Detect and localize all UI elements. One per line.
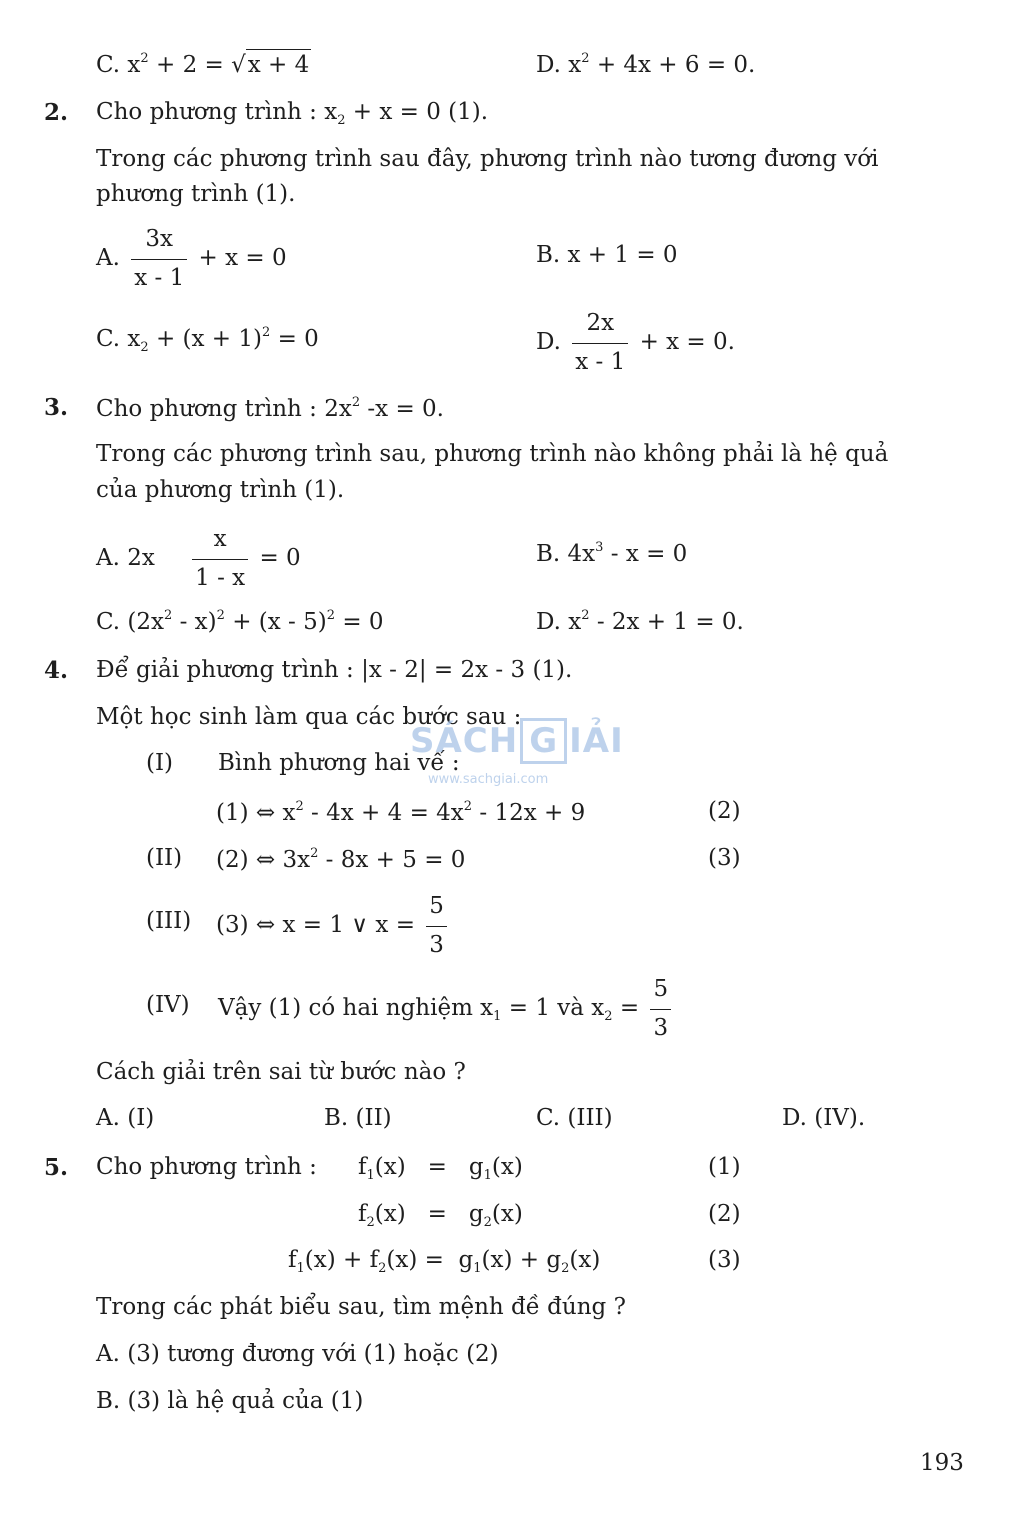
option-d: D. $\frac{2x}{x - 1}$ + x = 0. — [536, 310, 735, 375]
step-label: (III) — [146, 908, 192, 934]
option-a: A. $\frac{3x}{x - 1}$ + x = 0 — [96, 226, 287, 291]
equation-tag: (3) — [708, 1247, 741, 1273]
option-b: B. x + 1 = 0 — [536, 242, 678, 268]
question-body: Một học sinh làm qua các bước sau : — [96, 704, 522, 730]
equation-line: $f_1(x)$ = $g_1(x)$ — [358, 1154, 523, 1183]
question-number: 5. — [44, 1154, 69, 1181]
question-body: Cách giải trên sai từ bước nào ? — [96, 1059, 466, 1085]
option-a: A. 2x $\frac{x}{1 - x}$ = 0 — [96, 526, 301, 591]
option-c-top: C. $x^2 + 2 = √x + 4$ — [96, 51, 310, 78]
sqrt-symbol: √ — [231, 52, 246, 78]
fraction: $\frac{2x}{x - 1}$ — [572, 310, 628, 376]
equation-tag: (3) — [708, 845, 741, 871]
question-number: 3. — [44, 394, 69, 421]
option-b: B. (3) là hệ quả của (1) — [96, 1388, 364, 1414]
question-body: phương trình (1). — [96, 181, 296, 207]
option-b: B. $4x^3 - x = 0$ — [536, 540, 688, 567]
option-c: C. $x_2 + (x + 1)^2 = 0$ — [96, 325, 319, 355]
option-d: D. (IV). — [782, 1105, 866, 1131]
equation-line: $f_2(x)$ = $g_2(x)$ — [358, 1201, 523, 1230]
question-body: Trong các phương trình sau, phương trình nào không phải là hệ quả — [96, 441, 889, 467]
option-d-top: D. $x^2 + 4x + 6 = 0$. — [536, 51, 756, 78]
page-number: 193 — [920, 1450, 964, 1476]
watermark-logo: SÁCH G IẢI www.sachgiai.com — [410, 718, 624, 787]
fraction: $\frac{x}{1 - x}$ — [192, 526, 248, 592]
equation-tag: (1) — [708, 1154, 741, 1180]
option-b: B. (II) — [324, 1105, 392, 1131]
option-c: C. $(2x^2 - x)^2 + (x - 5)^2 = 0$ — [96, 608, 384, 635]
fraction: $\frac{3x}{x - 1}$ — [131, 226, 187, 292]
option-a: A. (3) tương đương với (1) hoặc (2) — [96, 1341, 499, 1367]
question-stem: Để giải phương trình : |x - 2| = 2x - 3 (1). — [96, 657, 573, 683]
option-d: D. $x^2 - 2x + 1 = 0$. — [536, 608, 744, 635]
option-c: C. (III) — [536, 1105, 613, 1131]
step-label: (IV) — [146, 992, 190, 1018]
step-label: (I) — [146, 750, 174, 776]
step-text: Vậy (1) có hai nghiệm $x_1 = 1$ và $x_2$ = $\frac{5}{3}$ — [218, 976, 675, 1042]
option-a: A. (I) — [96, 1105, 155, 1131]
step-equation: (3) ⇔ x = 1 ∨ x = $\frac{5}{3}$ — [216, 893, 451, 959]
question-stem: Cho phương trình : $x_2 + x = 0$ (1). — [96, 99, 489, 128]
equation-tag: (2) — [708, 1201, 741, 1227]
question-body: Trong các phát biểu sau, tìm mệnh đề đúng ? — [96, 1294, 626, 1320]
fraction: $\frac{5}{3}$ — [426, 893, 447, 959]
question-stem: Cho phương trình : $2x^2$ -x = 0. — [96, 395, 444, 422]
equation-tag: (2) — [708, 798, 741, 824]
question-body: của phương trình (1). — [96, 477, 345, 503]
step-equation: (1) ⇔ $x^2 - 4x + 4 = 4x^2 - 12x + 9$ — [216, 799, 586, 826]
step-label: (II) — [146, 845, 183, 871]
fraction: $\frac{5}{3}$ — [650, 976, 671, 1042]
equation-line: $f_1(x) + f_2(x) = g_1(x) + g_2(x)$ — [288, 1247, 601, 1276]
question-body: Trong các phương trình sau đây, phương trình nào tương đương với — [96, 146, 879, 172]
step-equation: (2) ⇔ $3x^2 - 8x + 5 = 0$ — [216, 846, 466, 873]
question-number: 4. — [44, 657, 69, 684]
step-text: Bình phương hai vế : — [218, 750, 460, 776]
question-number: 2. — [44, 99, 69, 126]
question-stem: Cho phương trình : — [96, 1154, 317, 1180]
